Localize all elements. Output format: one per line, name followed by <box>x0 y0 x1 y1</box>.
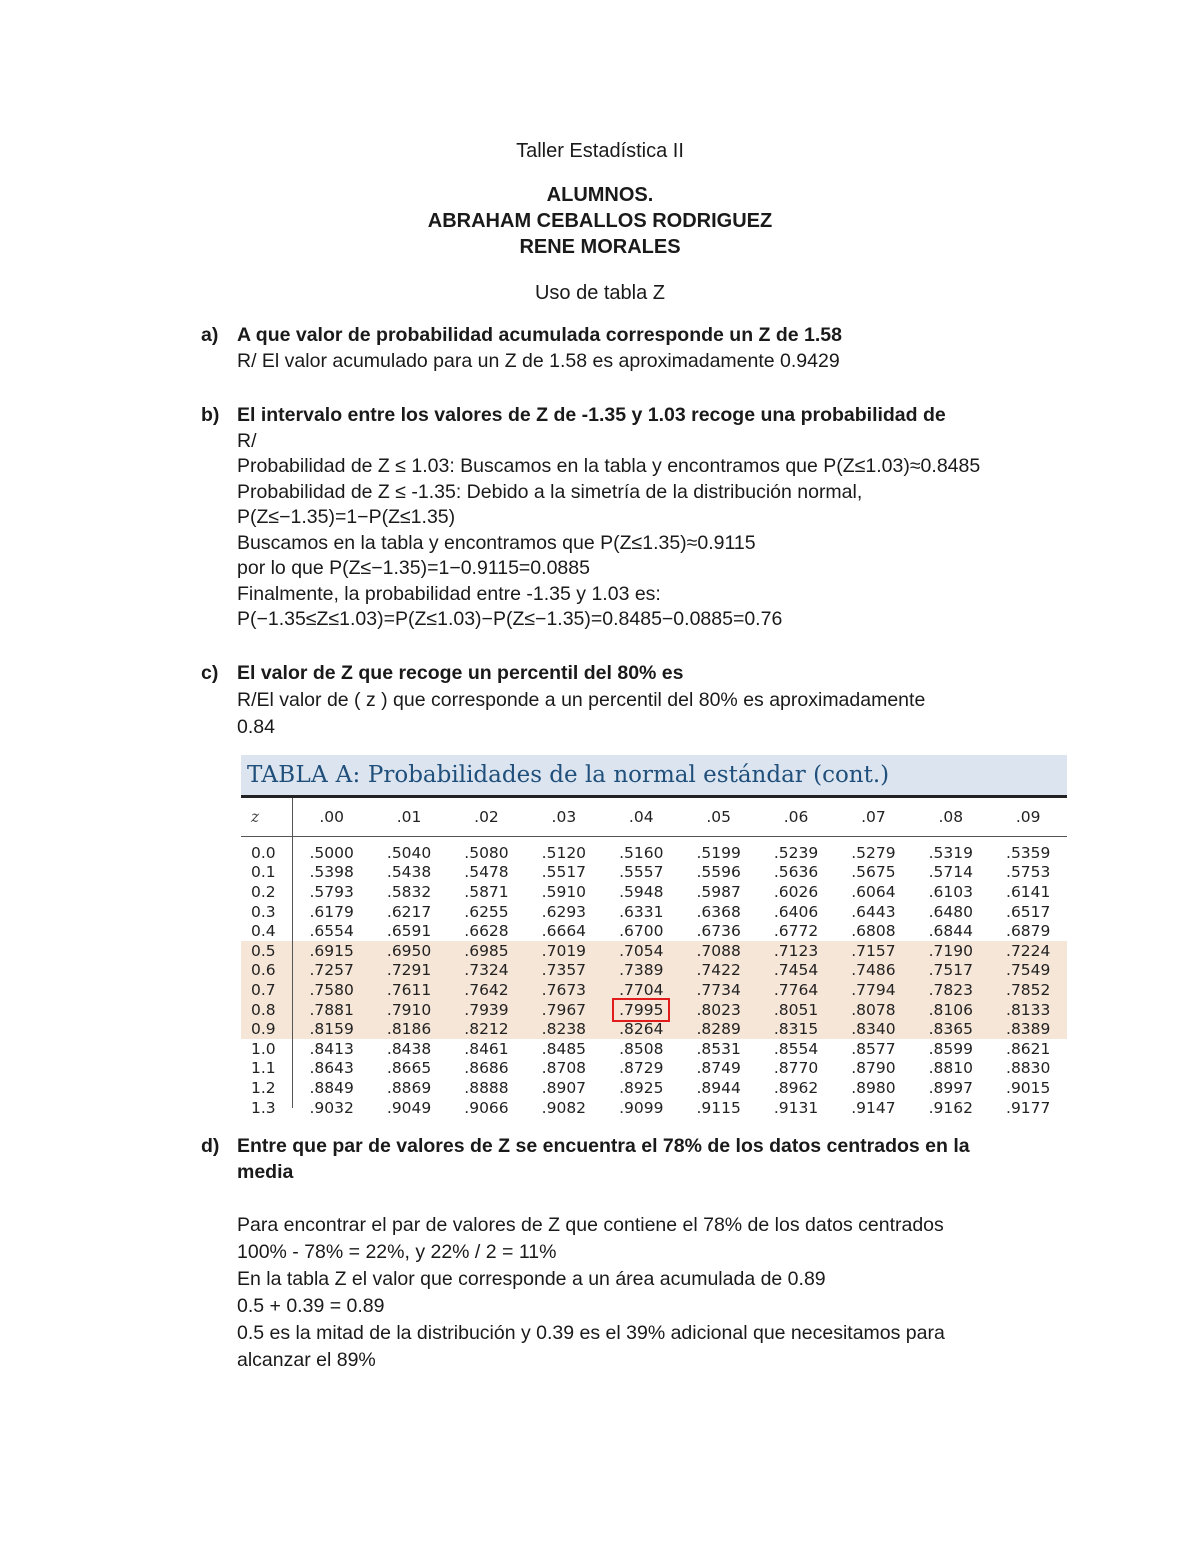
table-row <box>241 961 1067 981</box>
probability-cell: .6255 <box>464 902 509 921</box>
probability-cell: .6772 <box>773 922 819 941</box>
probability-cell: .7224 <box>1006 941 1051 960</box>
probability-cell: .8997 <box>928 1078 973 1097</box>
probability-cell: .8389 <box>1006 1020 1051 1039</box>
probability-cell: .5753 <box>1006 863 1051 882</box>
question-letter: a) <box>201 324 219 346</box>
probability-cell: .6217 <box>386 902 432 921</box>
probability-cell: .5517 <box>541 863 587 882</box>
z-column-header: .00 <box>319 808 345 826</box>
question-c <box>201 661 1101 741</box>
probability-cell: .9177 <box>1006 1098 1051 1117</box>
probability-cell: .7190 <box>928 941 973 960</box>
z-value-cell: 0.5 <box>251 941 276 960</box>
answer-line: alcanzar el 89% <box>237 1349 376 1371</box>
probability-cell: .7549 <box>1006 961 1051 980</box>
probability-cell: .5438 <box>386 863 432 882</box>
question-heading <box>201 403 1101 429</box>
probability-cell: .6879 <box>1006 922 1051 941</box>
answer-line: Probabilidad de Z ≤ 1.03: Buscamos en la tabla y encontramos que P(Z≤1.03)≈0.8485 <box>237 455 981 477</box>
z-column-header: .06 <box>783 808 809 826</box>
probability-cell: .7764 <box>773 980 819 999</box>
probability-cell: .8133 <box>1006 1000 1051 1019</box>
probability-cell: .7910 <box>386 1000 432 1019</box>
probability-cell: .8869 <box>386 1078 432 1097</box>
probability-cell: .8340 <box>851 1020 896 1039</box>
probability-cell: .5120 <box>541 843 587 862</box>
probability-cell: .6443 <box>851 902 896 921</box>
probability-cell: .8159 <box>309 1020 354 1039</box>
probability-cell: .6664 <box>541 922 587 941</box>
table-row <box>241 1019 1067 1039</box>
answer-line: R/El valor de ( z ) que corresponde a un percentil del 80% es aproximadamente <box>237 688 926 711</box>
table-row <box>241 941 1067 961</box>
z-value-cell: 0.0 <box>251 843 276 862</box>
probability-cell: .7852 <box>1006 980 1051 999</box>
z-table-label-prefix: TABLA A: <box>247 762 361 788</box>
probability-cell: .9162 <box>928 1098 973 1117</box>
probability-cell: .5359 <box>1006 843 1051 862</box>
authors-block <box>0 182 1200 260</box>
probability-cell: .7454 <box>773 961 819 980</box>
answer-line: Buscamos en la tabla y encontramos que P(Z≤1.35)≈0.9115 <box>237 531 756 554</box>
probability-cell: .7019 <box>541 941 587 960</box>
probability-cell: .5160 <box>619 843 664 862</box>
probability-cell: .6844 <box>928 922 973 941</box>
probability-cell: .5557 <box>619 863 664 882</box>
probability-cell: .8907 <box>541 1078 587 1097</box>
probability-cell: .7611 <box>386 980 432 999</box>
z-value-cell: 1.1 <box>251 1059 276 1078</box>
answer-body <box>201 349 1101 375</box>
probability-cell: .8665 <box>386 1059 432 1078</box>
probability-cell: .6950 <box>386 941 432 960</box>
probability-cell: .6700 <box>619 922 664 941</box>
probability-cell: .7357 <box>541 961 587 980</box>
probability-cell-marked <box>603 1001 680 1019</box>
probability-cell: .7257 <box>309 961 354 980</box>
question-heading <box>201 323 1101 349</box>
probability-cell: .5948 <box>619 882 664 901</box>
probability-cell: .5636 <box>773 863 819 882</box>
probability-cell: .9066 <box>464 1098 509 1117</box>
probability-cell: .8643 <box>309 1059 354 1078</box>
probability-cell: .8729 <box>619 1059 664 1078</box>
answer-line: P(Z≤−1.35)=1−P(Z≤1.35) <box>237 506 456 528</box>
table-row <box>241 902 1067 922</box>
probability-cell: .8980 <box>851 1078 896 1097</box>
probability-cell: .8849 <box>309 1078 354 1097</box>
probability-cell: .6293 <box>541 902 587 921</box>
probability-cell: .7642 <box>464 980 509 999</box>
probability-cell: .8888 <box>464 1078 509 1097</box>
answer-line: 0.5 es la mitad de la distribución y 0.39 es el 39% adicional que necesitamos para <box>237 1322 945 1344</box>
z-column-header: z <box>251 808 260 826</box>
question-d <box>201 1134 1021 1374</box>
answer-line: por lo que P(Z≤−1.35)=1−0.9115=0.0885 <box>237 557 590 579</box>
probability-cell: .6331 <box>619 902 664 921</box>
answer-line: Finalmente, la probabilidad entre -1.35 y 1.03 es: <box>237 582 661 605</box>
answer-line: 100% - 78% = 22%, y 22% / 2 = 11% <box>237 1241 557 1263</box>
probability-cell: .6554 <box>309 922 354 941</box>
probability-cell: .6141 <box>1006 882 1051 901</box>
probability-cell: .8461 <box>464 1039 509 1058</box>
probability-cell: .6517 <box>1006 902 1051 921</box>
probability-cell: .7794 <box>851 980 896 999</box>
question-b <box>201 403 1101 633</box>
question-text: El intervalo entre los valores de Z de -1.35 y 1.03 recoge una probabilidad de <box>237 404 946 426</box>
probability-cell: .8962 <box>773 1078 819 1097</box>
z-table-header <box>241 755 1067 795</box>
table-row <box>241 1039 1067 1059</box>
probability-cell: .7823 <box>928 980 973 999</box>
probability-cell: .5000 <box>309 843 354 862</box>
z-table-body <box>241 837 1067 1117</box>
probability-cell: .8577 <box>851 1039 896 1058</box>
answer-line: R/ El valor acumulado para un Z de 1.58 es aproximadamente 0.9429 <box>237 349 840 372</box>
answer-line: R/ <box>237 429 257 452</box>
probability-cell: .8686 <box>464 1059 509 1078</box>
probability-cell: .7389 <box>619 961 664 980</box>
question-a <box>201 323 1101 374</box>
z-column-header: .09 <box>1015 808 1041 826</box>
probability-cell: .8554 <box>773 1039 819 1058</box>
probability-cell: .8830 <box>1006 1059 1051 1078</box>
z-column-header: .01 <box>396 808 422 826</box>
probability-cell: .8051 <box>773 1000 819 1019</box>
author-name: ABRAHAM CEBALLOS RODRIGUEZ <box>427 210 773 232</box>
probability-cell: .6480 <box>928 902 973 921</box>
probability-cell: .8599 <box>928 1039 973 1058</box>
answer-line: Para encontrar el par de valores de Z que contiene el 78% de los datos centrados <box>237 1214 944 1236</box>
probability-cell: .9147 <box>851 1098 896 1117</box>
probability-cell: .8790 <box>851 1059 896 1078</box>
probability-cell: .6368 <box>696 902 741 921</box>
question-text: El valor de Z que recoge un percentil del 80% es <box>237 662 684 684</box>
probability-cell: .7422 <box>696 961 741 980</box>
probability-cell: .9131 <box>773 1098 819 1117</box>
z-column-header: .04 <box>628 808 654 826</box>
probability-cell: .8315 <box>773 1020 819 1039</box>
table-row <box>241 882 1067 902</box>
probability-cell: .8810 <box>928 1059 973 1078</box>
authors-label: ALUMNOS. <box>546 184 654 206</box>
answer-line <box>237 1185 1021 1212</box>
probability-cell: .7123 <box>773 941 819 960</box>
probability-cell: .7939 <box>464 1000 509 1019</box>
z-column-header: .02 <box>474 808 499 826</box>
probability-cell: .8238 <box>541 1020 587 1039</box>
table-row <box>241 921 1067 941</box>
probability-cell: .6179 <box>309 902 354 921</box>
probability-cell: .6406 <box>773 902 819 921</box>
probability-cell: .5871 <box>464 882 509 901</box>
table-row <box>241 1098 1067 1118</box>
probability-cell: .5596 <box>696 863 741 882</box>
probability-cell: .5832 <box>386 882 432 901</box>
z-table-label-title: Probabilidades de la normal estándar (cont.) <box>367 762 890 788</box>
probability-cell: .9032 <box>309 1098 354 1117</box>
probability-cell: .8531 <box>696 1039 741 1058</box>
probability-cell: .5239 <box>773 843 819 862</box>
probability-cell: .6985 <box>464 941 509 960</box>
z-value-cell: 1.3 <box>251 1098 276 1117</box>
z-column-header: .07 <box>861 808 886 826</box>
probability-cell: .8508 <box>619 1039 664 1058</box>
probability-cell: .7580 <box>309 980 354 999</box>
probability-cell: .5398 <box>309 863 354 882</box>
table-row <box>241 1000 1067 1020</box>
probability-cell: .7291 <box>386 961 432 980</box>
probability-cell: .5040 <box>386 843 432 862</box>
probability-cell: .5793 <box>309 882 354 901</box>
probability-cell: .8749 <box>696 1059 741 1078</box>
question-letter: d) <box>201 1135 220 1157</box>
probability-cell: .5910 <box>541 882 587 901</box>
probability-cell: .6628 <box>464 922 509 941</box>
probability-cell: .5714 <box>928 863 973 882</box>
answer-line: P(−1.35≤Z≤1.03)=P(Z≤1.03)−P(Z≤−1.35)=0.8485−0.0885=0.76 <box>237 608 783 630</box>
probability-cell: .6736 <box>696 922 741 941</box>
highlighted-value-cell: .7995 <box>614 1000 668 1020</box>
probability-cell: .8212 <box>464 1020 509 1039</box>
answer-line: Probabilidad de Z ≤ -1.35: Debido a la simetría de la distribución normal, <box>237 480 863 503</box>
answer-line: 0.5 + 0.39 = 0.89 <box>237 1295 385 1317</box>
z-value-cell: 0.6 <box>251 961 276 980</box>
probability-cell: .7704 <box>619 980 664 999</box>
z-value-cell: 0.7 <box>251 980 276 999</box>
probability-cell: .5199 <box>696 843 741 862</box>
probability-cell: .7486 <box>851 961 896 980</box>
z-value-cell: 0.8 <box>251 1000 276 1019</box>
probability-cell: .8186 <box>386 1020 432 1039</box>
z-value-cell: 0.2 <box>251 882 276 901</box>
probability-cell: .8078 <box>851 1000 896 1019</box>
z-table-column-headers <box>241 798 1067 837</box>
table-row <box>241 843 1067 863</box>
table-row <box>241 1078 1067 1098</box>
z-column-header: .03 <box>551 808 577 826</box>
probability-cell: .6064 <box>851 882 896 901</box>
table-row <box>241 1059 1067 1079</box>
probability-cell: .9099 <box>619 1098 664 1117</box>
z-column-header: .08 <box>938 808 964 826</box>
probability-cell: .6103 <box>928 882 973 901</box>
question-letter: c) <box>201 662 219 684</box>
question-letter: b) <box>201 404 220 426</box>
z-value-cell: 0.1 <box>251 863 276 882</box>
answer-line: 0.84 <box>237 715 275 738</box>
probability-cell: .7881 <box>309 1000 354 1019</box>
probability-cell: .8621 <box>1006 1039 1051 1058</box>
z-table-grid <box>241 798 1067 1117</box>
probability-cell: .5675 <box>851 863 896 882</box>
probability-cell: .6915 <box>309 941 354 960</box>
probability-cell: .7517 <box>928 961 973 980</box>
probability-cell: .8438 <box>386 1039 432 1058</box>
table-row <box>241 980 1067 1000</box>
probability-cell: .8106 <box>928 1000 973 1019</box>
question-text: Entre que par de valores de Z se encuentra el 78% de los datos centrados en la media <box>237 1135 970 1183</box>
probability-cell: .5319 <box>928 843 973 862</box>
answer-body <box>201 1185 1021 1374</box>
probability-cell: .6026 <box>773 882 819 901</box>
probability-cell: .8413 <box>309 1039 354 1058</box>
probability-cell: .8925 <box>619 1078 664 1097</box>
table-row <box>241 863 1067 883</box>
probability-cell: .7054 <box>619 941 664 960</box>
question-heading <box>201 1134 1021 1185</box>
z-column-header: .05 <box>706 808 731 826</box>
probability-cell: .7088 <box>696 941 741 960</box>
probability-cell: .8289 <box>696 1020 741 1039</box>
answer-line: En la tabla Z el valor que corresponde a un área acumulada de 0.89 <box>237 1268 826 1290</box>
section-subtitle: Uso de tabla Z <box>534 282 666 304</box>
probability-cell: .8708 <box>541 1059 587 1078</box>
probability-cell: .6808 <box>851 922 896 941</box>
probability-cell: .7157 <box>851 941 896 960</box>
probability-cell: .9015 <box>1006 1078 1051 1097</box>
z-column-divider <box>292 798 293 1108</box>
document-title: Taller Estadística II <box>516 140 684 162</box>
author-name: RENE MORALES <box>519 236 681 258</box>
probability-cell: .9082 <box>541 1098 587 1117</box>
z-table-image <box>241 755 1067 1117</box>
question-heading <box>201 661 1101 687</box>
question-text: A que valor de probabilidad acumulada corresponde un Z de 1.58 <box>237 324 842 346</box>
answer-body <box>201 687 1101 741</box>
probability-cell: .9049 <box>386 1098 432 1117</box>
probability-cell: .8023 <box>696 1000 741 1019</box>
probability-cell: .5987 <box>696 882 741 901</box>
probability-cell: .7324 <box>464 961 509 980</box>
probability-cell: .9115 <box>696 1098 741 1117</box>
probability-cell: .7673 <box>541 980 587 999</box>
probability-cell: .5279 <box>851 843 896 862</box>
probability-cell: .7734 <box>696 980 741 999</box>
z-value-cell: 0.4 <box>251 922 276 941</box>
z-value-cell: 1.0 <box>251 1039 276 1058</box>
probability-cell: .6591 <box>386 922 432 941</box>
z-value-cell: 1.2 <box>251 1078 276 1097</box>
probability-cell: .8770 <box>773 1059 819 1078</box>
probability-cell: .8264 <box>619 1020 664 1039</box>
probability-cell: .5478 <box>464 863 509 882</box>
answer-body <box>201 429 1101 633</box>
probability-cell: .8365 <box>928 1020 973 1039</box>
probability-cell: .7967 <box>541 1000 587 1019</box>
probability-cell: .8944 <box>696 1078 741 1097</box>
probability-cell: .5080 <box>464 843 509 862</box>
z-value-cell: 0.3 <box>251 902 276 921</box>
z-value-cell: 0.9 <box>251 1020 276 1039</box>
probability-cell: .8485 <box>541 1039 587 1058</box>
